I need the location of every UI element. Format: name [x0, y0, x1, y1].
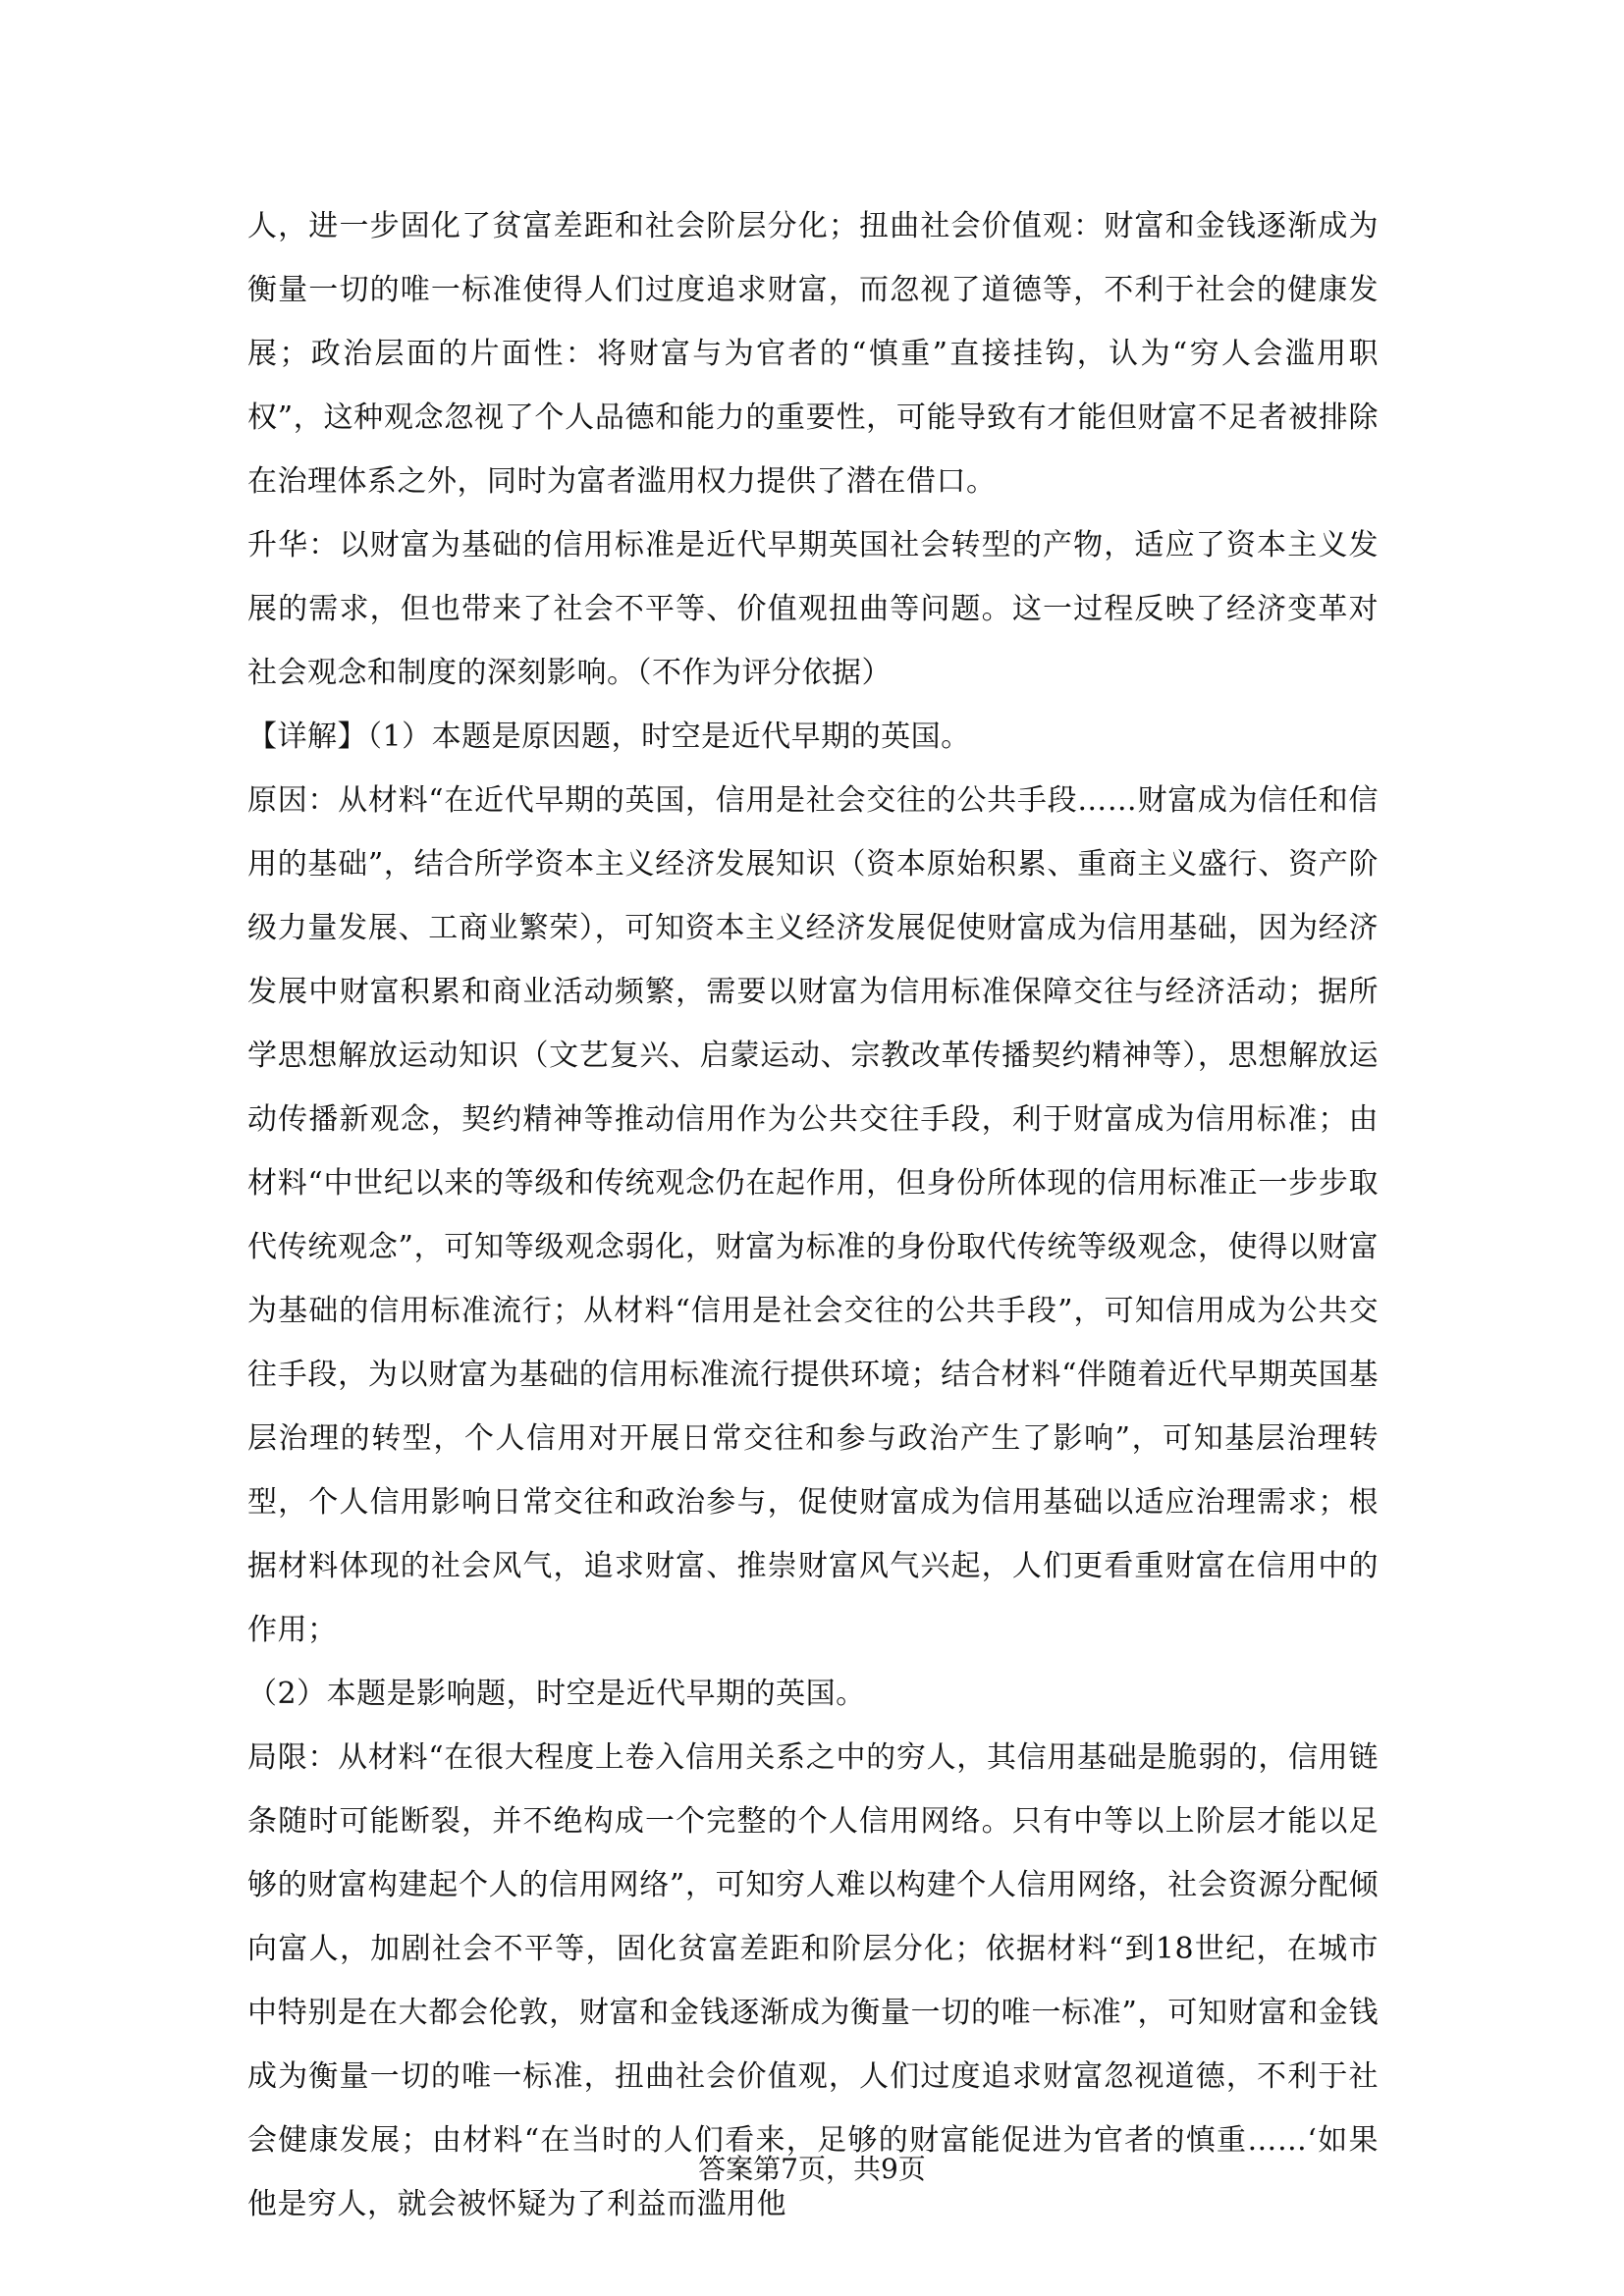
- paragraph-continuation: 人，进一步固化了贫富差距和社会阶层分化；扭曲社会价值观：财富和金钱逐渐成为衡量一切的唯一标准使得人们过度追求财富，而忽视了道德等，不利于社会的健康发展；政治层面的片面性：将财富与为官者的“慎重”直接挂钩，认为“穷人会滥用职权”，这种观念忽视了个人品德和能力的重要性，可能导致有才能但财富不足者被排除在治理体系之外，同时为富者滥用权力提供了潜在借口。: [247, 209, 1379, 499]
- paragraph-reasons: 原因：从材料“在近代早期的英国，信用是社会交往的公共手段……财富成为信任和信用的基础”，结合所学资本主义经济发展知识（资本原始积累、重商主义盛行、资产阶级力量发展、工商业繁荣），可知资本主义经济发展促使财富成为信用基础，因为经济发展中财富积累和商业活动频繁，需要以财富为信用标准保障交往与经济活动；据所学思想解放运动知识（文艺复兴、启蒙运动、宗教改革传播契约精神等），思想解放运动传播新观念，契约精神等推动信用作为公共交往手段，利于财富成为信用标准；由材料“中世纪以来的等级和传统观念仍在起作用，但身份所体现的信用标准正一步步取代传统观念”，可知等级观念弱化，财富为标准的身份取代传统等级观念，使得以财富为基础的信用标准流行；从材料“信用是社会交往的公共手段”，可知信用成为公共交往手段，为以财富为基础的信用标准流行提供环境；结合材料“伴随着近代早期英国基层治理的转型，个人信用对开展日常交往和参与政治产生了影响”，可知基层治理转型，个人信用影响日常交往和政治参与，促使财富成为信用基础以适应治理需求；根据材料体现的社会风气，追求财富、推崇财富风气兴起，人们更看重财富在信用中的作用；: [247, 783, 1379, 1647]
- document-body: [247, 194, 1379, 2236]
- page-footer: 答案第7页，共9页: [698, 2153, 926, 2185]
- paragraph-question-2: （2）本题是影响题，时空是近代早期的英国。: [247, 1677, 866, 1711]
- paragraph-detail-heading: 【详解】（1）本题是原因题，时空是近代早期的英国。: [247, 720, 971, 754]
- paragraph-sublimation: 升华：以财富为基础的信用标准是近代早期英国社会转型的产物，适应了资本主义发展的需求，但也带来了社会不平等、价值观扭曲等问题。这一过程反映了经济变革对社会观念和制度的深刻影响。（不作为评分依据）: [247, 528, 1379, 690]
- paragraph-limitations: 局限：从材料“在很大程度上卷入信用关系之中的穷人，其信用基础是脆弱的，信用链条随时可能断裂，并不绝构成一个完整的个人信用网络。只有中等以上阶层才能以足够的财富构建起个人的信用网络”，可知穷人难以构建个人信用网络，社会资源分配倾向富人，加剧社会不平等，固化贫富差距和阶层分化；依据材料“到18世纪，在城市中特别是在大都会伦敦，财富和金钱逐渐成为衡量一切的唯一标准”，可知财富和金钱成为衡量一切的唯一标准，扭曲社会价值观，人们过度追求财富忽视道德，不利于社会健康发展；由材料“在当时的人们看来，足够的财富能促进为官者的慎重……‘如果他是穷人，就会被怀疑为了利益而滥用他: [247, 1740, 1379, 2221]
